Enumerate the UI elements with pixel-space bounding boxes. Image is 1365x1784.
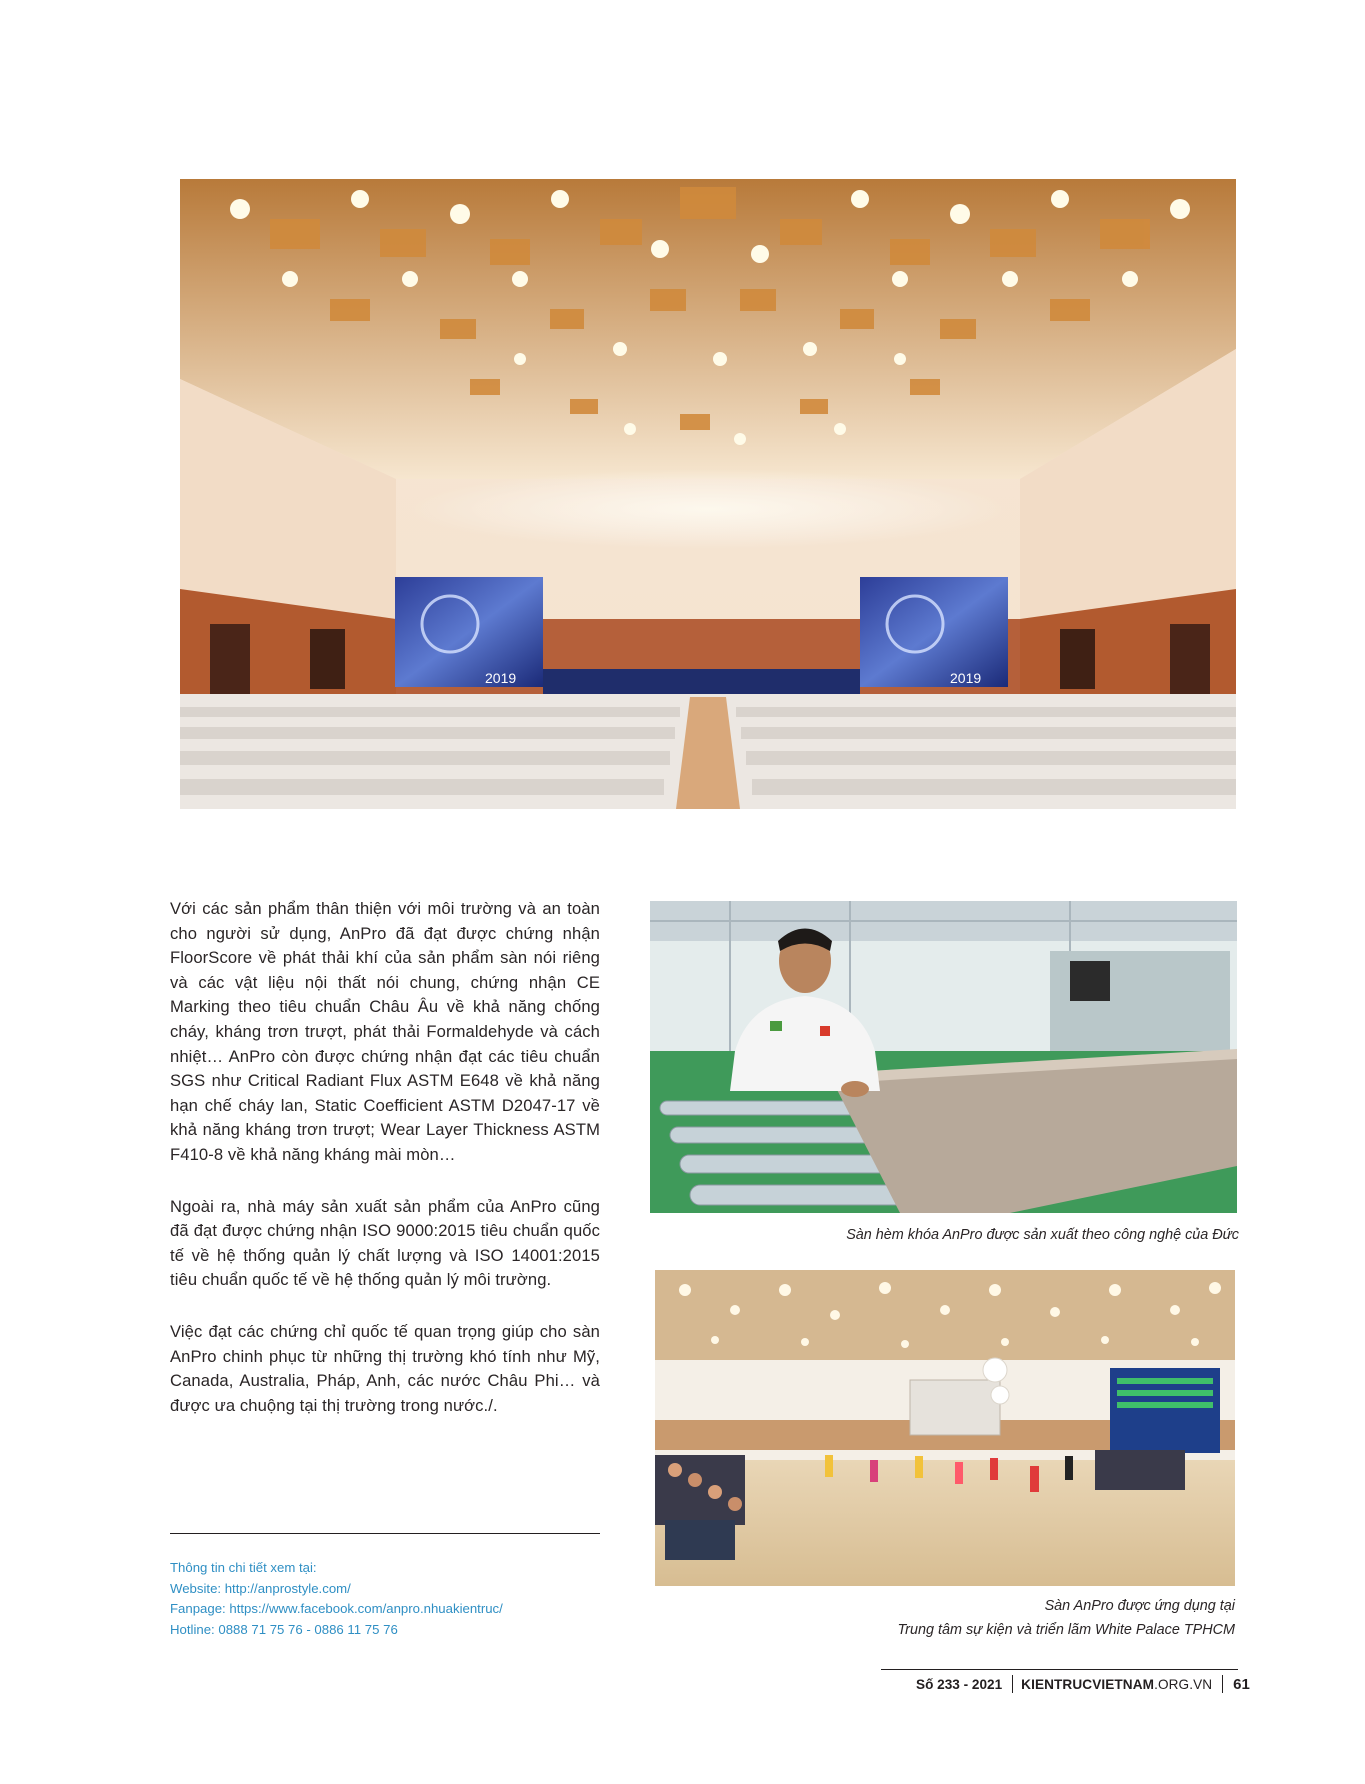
hotline: Hotline: 0888 71 75 76 - 0886 11 75 76 <box>170 1621 398 1637</box>
paragraph-certifications: Với các sản phẩm thân thiện với môi trường và an toàn cho người sử dụng, AnPro đã đạt được chứng nhận FloorScore về phát thải khí của sản phẩm sàn nói riêng và các vật liệu nội thất nói chung, chứng nhận CE Marking theo tiêu chuẩn Châu Âu về khả năng chống cháy, kháng trơn trượt, phát thải Formaldehyde và cách nhiệt… AnPro còn được chứng nhận đạt các tiêu chuẩn SGS như Critical Radiant Flux ASTM E648 về khả năng hạn chế cháy lan, Static Coefficient ASTM D2047-17 về khả năng kháng trơn trượt; Wear Layer Thickness ASTM F410-8 về khả năng kháng mài mòn… <box>170 899 600 1164</box>
dance-caption-line2: Trung tâm sự kiện và triển lãm White Palace TPHCM <box>897 1622 1235 1638</box>
hero-screen-right-text: 2019 <box>950 670 982 686</box>
page-number: 61 <box>1233 1675 1250 1693</box>
hero-screen-left-text: 2019 <box>485 670 517 686</box>
magazine-domain: .ORG.VN <box>1154 1676 1213 1692</box>
hero-photo-illustration <box>180 179 1236 809</box>
info-divider <box>170 1533 600 1534</box>
magazine-name-bold: KIENTRUCVIETNAM <box>1021 1676 1155 1692</box>
info-heading: Thông tin chi tiết xem tại: <box>170 1560 317 1575</box>
dance-photo-caption <box>897 1594 1235 1642</box>
factory-photo-illustration <box>650 901 1237 1213</box>
footer-rule <box>881 1669 1238 1670</box>
dance-caption-line1: Sàn AnPro được ứng dụng tại <box>1044 1598 1235 1614</box>
factory-photo-caption: Sàn hèm khóa AnPro được sản xuất theo công nghệ của Đức <box>846 1227 1239 1243</box>
website-link[interactable]: Website: http://anprostyle.com/ <box>170 1580 351 1596</box>
dance-floor-photo-illustration <box>655 1270 1235 1586</box>
hero-photo <box>180 179 1236 809</box>
paragraph-iso: Ngoài ra, nhà máy sản xuất sản phẩm của AnPro cũng đã đạt được chứng nhận ISO 9000:2015 tiêu chuẩn quốc tế về hệ thống quản lý chất lượng và ISO 14001:2015 tiêu chuẩn quốc tế về hệ thống quản lý môi trường. <box>170 1196 600 1290</box>
page-footer <box>881 1672 1250 1696</box>
article-body <box>170 897 600 1445</box>
paragraph-markets: Việc đạt các chứng chỉ quốc tế quan trọng giúp cho sàn AnPro chinh phục từ những thị trường khó tính như Mỹ, Canada, Australia, Pháp, Anh, các nước Châu Phi… và được ưa chuộng tại thị trường trong nước./. <box>170 1321 600 1415</box>
factory-photo <box>650 901 1237 1213</box>
contact-info <box>170 1558 610 1640</box>
magazine-name <box>1013 1677 1222 1692</box>
fanpage-link[interactable]: Fanpage: https://www.facebook.com/anpro.nhuakientruc/ <box>170 1601 503 1617</box>
dance-floor-photo <box>655 1270 1235 1586</box>
issue-number: Số 233 - 2021 <box>916 1676 1003 1692</box>
